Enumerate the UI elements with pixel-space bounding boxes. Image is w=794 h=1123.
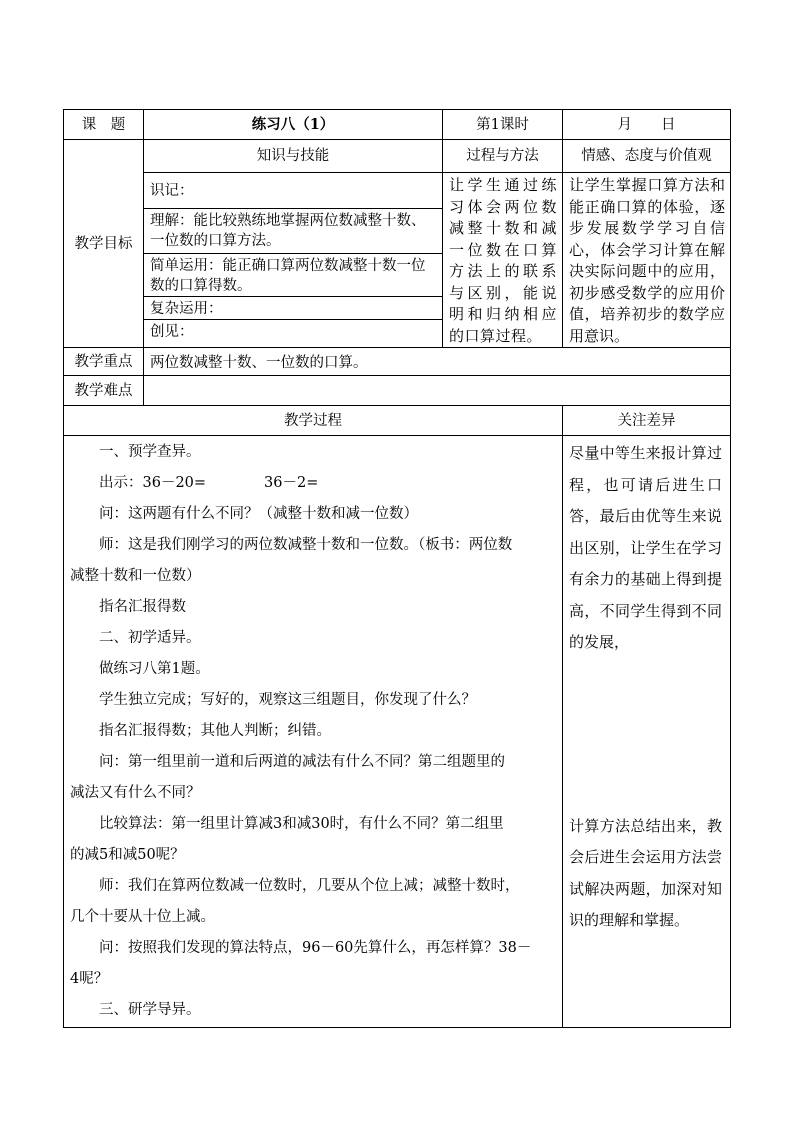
process-line: 二、初学适异。	[99, 630, 201, 646]
process-line: 学生独立完成；写好的，观察这三组题目，你发现了什么？	[99, 692, 476, 708]
lesson-plan-table	[63, 109, 731, 1028]
difficulty-value	[144, 376, 731, 406]
process-line: 三、研学导异。	[99, 1002, 201, 1018]
key-point-value: 两位数减整十数、一位数的口算。	[144, 348, 731, 376]
process-line: 几个十要从十位上减。	[70, 909, 215, 925]
col-process-header: 过程与方法	[443, 140, 563, 173]
process-line: 做练习八第1题。	[99, 661, 210, 677]
knowledge-row-simple-apply: 简单运用：能正确口算两位数减整十数一位数的口算得数。	[144, 253, 442, 296]
difficulty-label: 教学难点	[64, 376, 144, 406]
topic-value: 练习八（1）	[144, 110, 443, 140]
process-body	[64, 436, 563, 1028]
knowledge-row-understand: 理解：能比较熟练地掌握两位数减整十数、一位数的口算方法。	[144, 208, 442, 253]
process-line: 指名汇报得数	[99, 599, 186, 615]
differences-notes	[563, 436, 731, 1028]
differences-header: 关注差异	[563, 406, 731, 436]
col-knowledge-header: 知识与技能	[144, 140, 443, 173]
process-header: 教学过程	[64, 406, 563, 436]
topic-label: 课 题	[64, 110, 144, 140]
emotion-goal-text: 让学生掌握口算方法和能正确口算的体验，逐步发展数学学习自信心，体会学习计算在解决实际问题中的应用，初步感受数学的应用价值，培养初步的数学应用意识。	[563, 173, 731, 348]
key-point-label: 教学重点	[64, 348, 144, 376]
knowledge-rows	[144, 173, 442, 342]
differences-note-1: 尽量中等生来报计算过程，也可请后进生口答，最后由优等生来说出区别，让学生在学习有余力的基础上得到提高，不同学生得到不同的发展，	[569, 444, 722, 651]
knowledge-row-memorize: 识记：	[144, 173, 442, 208]
process-line: 减整十数和一位数）	[70, 568, 201, 584]
process-goal-text: 让学生通过练习体会两位数减整十数和减一位数在口算方法上的联系与区别，能说明和归纳相应的口算过程。	[443, 173, 563, 348]
knowledge-row-creative: 创见：	[150, 323, 194, 340]
differences-note-2: 计算方法总结出来，教会后进生会运用方法尝试解决两题，加深对知识的理解和掌握。	[569, 816, 722, 929]
process-line: 4呢？	[70, 971, 109, 987]
process-line: 问：按照我们发现的算法特点，96－60先算什么，再怎样算？38－	[99, 940, 532, 956]
process-line: 指名汇报得数；其他人判断；纠错。	[99, 723, 331, 739]
process-line: 师：我们在算两位数减一位数时，几要从个位上减；减整十数时，	[99, 878, 520, 894]
session-cell: 第1课时	[443, 110, 563, 140]
process-line: 问：这两题有什么不同？（减整十数和减一位数）	[99, 506, 418, 522]
process-line: 比较算法：第一组里计算减3和减30时，有什么不同？第二组里	[99, 816, 504, 832]
knowledge-row-complex-apply: 复杂运用：	[144, 296, 442, 319]
process-line: 出示：36－20= 36－2=	[99, 475, 319, 491]
date-cell: 月 日	[563, 110, 731, 140]
knowledge-cell	[144, 173, 443, 348]
col-emotion-header: 情感、态度与价值观	[563, 140, 731, 173]
process-line: 减法又有什么不同？	[70, 785, 201, 801]
lesson-plan-page	[63, 109, 730, 1028]
process-line: 的减5和减50呢？	[70, 847, 185, 863]
process-line: 一、预学查异。	[99, 444, 201, 460]
goals-label: 教学目标	[64, 140, 144, 348]
process-line: 师：这是我们刚学习的两位数减整十数和一位数。（板书：两位数	[99, 537, 513, 553]
process-line: 问：第一组里前一道和后两道的减法有什么不同？第二组题里的	[99, 754, 505, 770]
